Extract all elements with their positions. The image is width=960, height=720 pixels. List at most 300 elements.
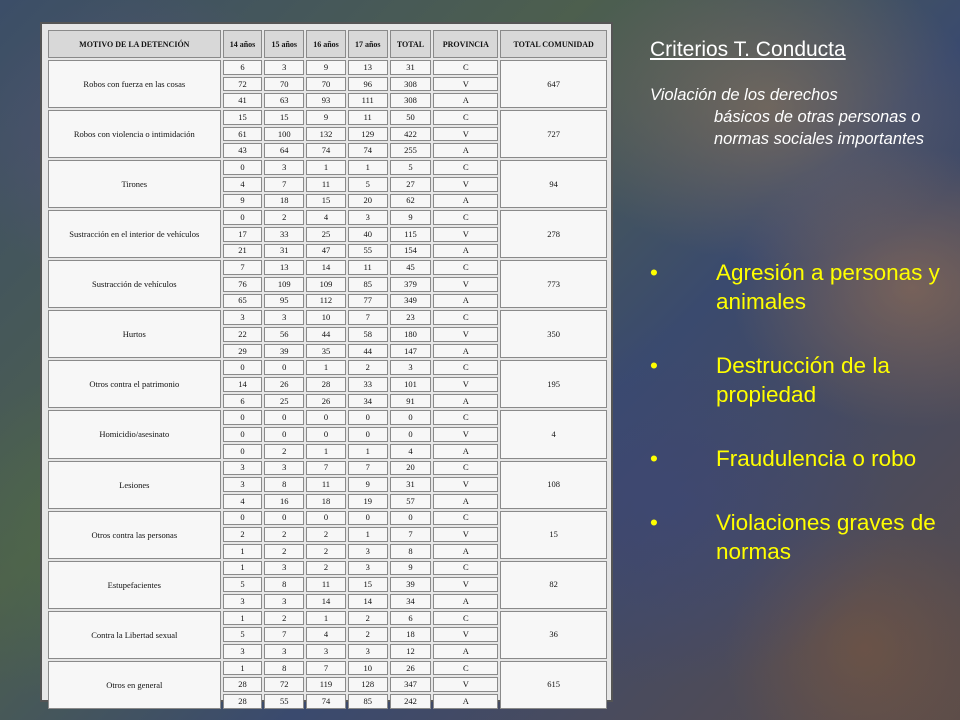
total-comunidad-cell: 615: [500, 661, 607, 709]
provincia-cell: V: [433, 177, 498, 192]
age-15-cell: 2: [264, 544, 304, 559]
criteria-item: [650, 444, 955, 473]
age-17-cell: 96: [348, 77, 388, 92]
provincia-cell: V: [433, 477, 498, 492]
age-17-cell: 7: [348, 461, 388, 476]
total-cell: 27: [390, 177, 432, 192]
age-14-cell: 0: [223, 444, 263, 459]
age-17-cell: 3: [348, 544, 388, 559]
age-16-cell: 74: [306, 694, 346, 709]
age-17-cell: 0: [348, 511, 388, 526]
age-15-cell: 8: [264, 477, 304, 492]
provincia-cell: C: [433, 310, 498, 325]
age-16-cell: 15: [306, 194, 346, 209]
motivo-cell: Robos con fuerza en las cosas: [48, 60, 221, 108]
provincia-cell: C: [433, 511, 498, 526]
age-17-cell: 13: [348, 60, 388, 75]
total-cell: 18: [390, 627, 432, 642]
total-cell: 379: [390, 277, 432, 292]
total-cell: 9: [390, 210, 432, 225]
age-17-cell: 15: [348, 577, 388, 592]
age-14-cell: 5: [223, 577, 263, 592]
age-15-cell: 13: [264, 260, 304, 275]
age-16-cell: 35: [306, 344, 346, 359]
criteria-text: Violaciones graves de normas: [716, 510, 936, 564]
age-15-cell: 25: [264, 394, 304, 409]
age-14-cell: 43: [223, 143, 263, 158]
provincia-cell: V: [433, 127, 498, 142]
age-16-cell: 11: [306, 577, 346, 592]
provincia-cell: V: [433, 577, 498, 592]
total-comunidad-cell: 4: [500, 410, 607, 458]
age-14-cell: 15: [223, 110, 263, 125]
provincia-cell: C: [433, 611, 498, 626]
provincia-cell: A: [433, 494, 498, 509]
total-comunidad-cell: 727: [500, 110, 607, 158]
age-15-cell: 3: [264, 60, 304, 75]
age-16-cell: 2: [306, 544, 346, 559]
header-provincia: PROVINCIA: [433, 30, 498, 58]
age-16-cell: 132: [306, 127, 346, 142]
age-14-cell: 0: [223, 427, 263, 442]
header-16: 16 años: [306, 30, 346, 58]
table-row: [48, 661, 607, 676]
age-17-cell: 20: [348, 194, 388, 209]
total-cell: 0: [390, 410, 432, 425]
total-cell: 62: [390, 194, 432, 209]
provincia-cell: C: [433, 210, 498, 225]
age-15-cell: 15: [264, 110, 304, 125]
age-17-cell: 9: [348, 477, 388, 492]
age-16-cell: 18: [306, 494, 346, 509]
age-15-cell: 0: [264, 427, 304, 442]
age-17-cell: 33: [348, 377, 388, 392]
age-16-cell: 1: [306, 360, 346, 375]
age-15-cell: 3: [264, 561, 304, 576]
provincia-cell: C: [433, 60, 498, 75]
table-row: [48, 360, 607, 375]
age-15-cell: 2: [264, 611, 304, 626]
total-cell: 0: [390, 427, 432, 442]
age-14-cell: 72: [223, 77, 263, 92]
header-total-comunidad: TOTAL COMUNIDAD: [500, 30, 607, 58]
criteria-text: Agresión a personas y animales: [716, 260, 940, 314]
age-14-cell: 6: [223, 394, 263, 409]
age-16-cell: 9: [306, 60, 346, 75]
motivo-cell: Contra la Libertad sexual: [48, 611, 221, 659]
age-17-cell: 3: [348, 561, 388, 576]
age-16-cell: 11: [306, 177, 346, 192]
total-cell: 12: [390, 644, 432, 659]
age-17-cell: 0: [348, 410, 388, 425]
total-cell: 180: [390, 327, 432, 342]
header-motivo: MOTIVO DE LA DETENCIÓN: [48, 30, 221, 58]
age-15-cell: 95: [264, 294, 304, 309]
provincia-cell: V: [433, 327, 498, 342]
age-14-cell: 17: [223, 227, 263, 242]
age-14-cell: 41: [223, 93, 263, 108]
total-cell: 308: [390, 93, 432, 108]
age-16-cell: 7: [306, 461, 346, 476]
table-row: [48, 611, 607, 626]
age-14-cell: 29: [223, 344, 263, 359]
header-17: 17 años: [348, 30, 388, 58]
provincia-cell: A: [433, 194, 498, 209]
total-cell: 91: [390, 394, 432, 409]
header-14: 14 años: [223, 30, 263, 58]
total-cell: 347: [390, 677, 432, 692]
provincia-cell: C: [433, 260, 498, 275]
total-cell: 422: [390, 127, 432, 142]
age-14-cell: 7: [223, 260, 263, 275]
provincia-cell: A: [433, 294, 498, 309]
age-16-cell: 4: [306, 627, 346, 642]
age-17-cell: 85: [348, 277, 388, 292]
age-16-cell: 25: [306, 227, 346, 242]
table-row: [48, 260, 607, 275]
total-cell: 50: [390, 110, 432, 125]
age-14-cell: 3: [223, 594, 263, 609]
total-cell: 0: [390, 511, 432, 526]
provincia-cell: V: [433, 277, 498, 292]
age-15-cell: 55: [264, 694, 304, 709]
age-16-cell: 0: [306, 511, 346, 526]
total-cell: 31: [390, 60, 432, 75]
age-17-cell: 7: [348, 310, 388, 325]
age-16-cell: 2: [306, 561, 346, 576]
age-14-cell: 1: [223, 661, 263, 676]
age-17-cell: 85: [348, 694, 388, 709]
total-comunidad-cell: 36: [500, 611, 607, 659]
age-14-cell: 3: [223, 477, 263, 492]
total-cell: 39: [390, 577, 432, 592]
age-15-cell: 8: [264, 577, 304, 592]
crime-table: [46, 28, 609, 711]
age-15-cell: 0: [264, 410, 304, 425]
total-cell: 57: [390, 494, 432, 509]
age-14-cell: 6: [223, 60, 263, 75]
age-17-cell: 5: [348, 177, 388, 192]
age-15-cell: 33: [264, 227, 304, 242]
age-15-cell: 63: [264, 93, 304, 108]
total-cell: 9: [390, 561, 432, 576]
age-15-cell: 26: [264, 377, 304, 392]
total-cell: 20: [390, 461, 432, 476]
provincia-cell: C: [433, 410, 498, 425]
age-17-cell: 77: [348, 294, 388, 309]
age-17-cell: 14: [348, 594, 388, 609]
age-17-cell: 1: [348, 527, 388, 542]
age-17-cell: 44: [348, 344, 388, 359]
age-16-cell: 44: [306, 327, 346, 342]
age-14-cell: 14: [223, 377, 263, 392]
age-14-cell: 1: [223, 544, 263, 559]
total-cell: 6: [390, 611, 432, 626]
table-row: [48, 461, 607, 476]
age-17-cell: 3: [348, 210, 388, 225]
total-comunidad-cell: 350: [500, 310, 607, 358]
age-14-cell: 5: [223, 627, 263, 642]
age-17-cell: 58: [348, 327, 388, 342]
provincia-cell: C: [433, 110, 498, 125]
total-comunidad-cell: 94: [500, 160, 607, 208]
age-15-cell: 18: [264, 194, 304, 209]
criteria-text: Fraudulencia o robo: [716, 446, 917, 471]
age-15-cell: 3: [264, 461, 304, 476]
motivo-cell: Tirones: [48, 160, 221, 208]
table-row: [48, 410, 607, 425]
motivo-cell: Robos con violencia o intimidación: [48, 110, 221, 158]
age-15-cell: 56: [264, 327, 304, 342]
age-16-cell: 1: [306, 160, 346, 175]
age-16-cell: 1: [306, 444, 346, 459]
total-comunidad-cell: 647: [500, 60, 607, 108]
total-cell: 8: [390, 544, 432, 559]
total-cell: 308: [390, 77, 432, 92]
provincia-cell: A: [433, 244, 498, 259]
age-16-cell: 74: [306, 143, 346, 158]
motivo-cell: Hurtos: [48, 310, 221, 358]
age-17-cell: 55: [348, 244, 388, 259]
total-cell: 5: [390, 160, 432, 175]
table-row: [48, 561, 607, 576]
age-14-cell: 2: [223, 527, 263, 542]
age-17-cell: 128: [348, 677, 388, 692]
table-row: [48, 310, 607, 325]
provincia-cell: V: [433, 377, 498, 392]
age-16-cell: 112: [306, 294, 346, 309]
age-14-cell: 3: [223, 461, 263, 476]
age-14-cell: 3: [223, 310, 263, 325]
provincia-cell: A: [433, 544, 498, 559]
total-cell: 242: [390, 694, 432, 709]
age-16-cell: 28: [306, 377, 346, 392]
age-14-cell: 22: [223, 327, 263, 342]
age-15-cell: 2: [264, 527, 304, 542]
crime-table-panel: [40, 22, 613, 706]
age-17-cell: 2: [348, 627, 388, 642]
total-cell: 349: [390, 294, 432, 309]
age-15-cell: 64: [264, 143, 304, 158]
total-cell: 115: [390, 227, 432, 242]
age-15-cell: 3: [264, 594, 304, 609]
provincia-cell: V: [433, 227, 498, 242]
provincia-cell: C: [433, 661, 498, 676]
age-14-cell: 4: [223, 177, 263, 192]
provincia-cell: C: [433, 160, 498, 175]
age-15-cell: 72: [264, 677, 304, 692]
age-17-cell: 40: [348, 227, 388, 242]
age-16-cell: 47: [306, 244, 346, 259]
provincia-cell: A: [433, 344, 498, 359]
age-14-cell: 4: [223, 494, 263, 509]
subtitle-line-first: Violación de los derechos: [650, 86, 838, 104]
age-17-cell: 2: [348, 360, 388, 375]
provincia-cell: V: [433, 527, 498, 542]
age-17-cell: 10: [348, 661, 388, 676]
age-16-cell: 2: [306, 527, 346, 542]
age-17-cell: 1: [348, 444, 388, 459]
bullet-icon: •: [650, 446, 658, 471]
age-16-cell: 14: [306, 260, 346, 275]
header-15: 15 años: [264, 30, 304, 58]
criteria-text: Destrucción de la propiedad: [716, 353, 890, 407]
age-14-cell: 0: [223, 511, 263, 526]
motivo-cell: Otros en general: [48, 661, 221, 709]
total-cell: 4: [390, 444, 432, 459]
table-row: [48, 60, 607, 75]
total-cell: 31: [390, 477, 432, 492]
age-14-cell: 0: [223, 160, 263, 175]
age-15-cell: 8: [264, 661, 304, 676]
age-15-cell: 3: [264, 644, 304, 659]
age-16-cell: 9: [306, 110, 346, 125]
total-cell: 255: [390, 143, 432, 158]
motivo-cell: Otros contra el patrimonio: [48, 360, 221, 408]
age-15-cell: 7: [264, 627, 304, 642]
age-17-cell: 19: [348, 494, 388, 509]
age-14-cell: 1: [223, 611, 263, 626]
bullet-icon: •: [650, 353, 658, 378]
age-16-cell: 7: [306, 661, 346, 676]
age-17-cell: 74: [348, 143, 388, 158]
table-header-row: [48, 30, 607, 58]
total-comunidad-cell: 278: [500, 210, 607, 258]
age-16-cell: 10: [306, 310, 346, 325]
table-row: [48, 511, 607, 526]
provincia-cell: V: [433, 677, 498, 692]
slide-subtitle: [650, 84, 950, 150]
age-17-cell: 0: [348, 427, 388, 442]
total-comunidad-cell: 108: [500, 461, 607, 509]
motivo-cell: Lesiones: [48, 461, 221, 509]
age-17-cell: 2: [348, 611, 388, 626]
criteria-list: [650, 258, 955, 566]
table-body: [48, 60, 607, 709]
age-16-cell: 0: [306, 427, 346, 442]
age-14-cell: 21: [223, 244, 263, 259]
age-15-cell: 0: [264, 360, 304, 375]
age-14-cell: 3: [223, 644, 263, 659]
age-16-cell: 3: [306, 644, 346, 659]
age-14-cell: 0: [223, 210, 263, 225]
age-15-cell: 100: [264, 127, 304, 142]
provincia-cell: A: [433, 143, 498, 158]
motivo-cell: Sustracción en el interior de vehículos: [48, 210, 221, 258]
age-15-cell: 39: [264, 344, 304, 359]
motivo-cell: Homicidio/asesinato: [48, 410, 221, 458]
age-16-cell: 4: [306, 210, 346, 225]
age-16-cell: 70: [306, 77, 346, 92]
age-15-cell: 3: [264, 160, 304, 175]
total-comunidad-cell: 82: [500, 561, 607, 609]
age-15-cell: 3: [264, 310, 304, 325]
age-15-cell: 7: [264, 177, 304, 192]
total-cell: 154: [390, 244, 432, 259]
total-cell: 26: [390, 661, 432, 676]
table-row: [48, 110, 607, 125]
provincia-cell: A: [433, 644, 498, 659]
provincia-cell: V: [433, 77, 498, 92]
bullet-icon: •: [650, 510, 658, 535]
motivo-cell: Sustracción de vehículos: [48, 260, 221, 308]
total-comunidad-cell: 773: [500, 260, 607, 308]
age-14-cell: 76: [223, 277, 263, 292]
age-14-cell: 28: [223, 694, 263, 709]
age-16-cell: 1: [306, 611, 346, 626]
age-16-cell: 26: [306, 394, 346, 409]
provincia-cell: C: [433, 461, 498, 476]
age-14-cell: 0: [223, 410, 263, 425]
age-16-cell: 11: [306, 477, 346, 492]
age-16-cell: 14: [306, 594, 346, 609]
provincia-cell: A: [433, 594, 498, 609]
motivo-cell: Estupefacientes: [48, 561, 221, 609]
motivo-cell: Otros contra las personas: [48, 511, 221, 559]
total-cell: 3: [390, 360, 432, 375]
age-16-cell: 0: [306, 410, 346, 425]
age-14-cell: 1: [223, 561, 263, 576]
total-cell: 23: [390, 310, 432, 325]
age-15-cell: 16: [264, 494, 304, 509]
total-comunidad-cell: 15: [500, 511, 607, 559]
age-16-cell: 93: [306, 93, 346, 108]
provincia-cell: V: [433, 427, 498, 442]
age-15-cell: 2: [264, 210, 304, 225]
slide-title: Criterios T. Conducta: [650, 38, 846, 61]
provincia-cell: A: [433, 444, 498, 459]
age-14-cell: 0: [223, 360, 263, 375]
provincia-cell: A: [433, 93, 498, 108]
criteria-item: [650, 508, 955, 566]
bullet-icon: •: [650, 260, 658, 285]
provincia-cell: C: [433, 360, 498, 375]
age-17-cell: 3: [348, 644, 388, 659]
subtitle-line-rest: básicos de otras personas o normas sociales importantes: [714, 108, 925, 148]
table-row: [48, 210, 607, 225]
total-cell: 147: [390, 344, 432, 359]
age-15-cell: 109: [264, 277, 304, 292]
age-17-cell: 1: [348, 160, 388, 175]
criteria-item: [650, 351, 955, 409]
total-cell: 34: [390, 594, 432, 609]
age-17-cell: 34: [348, 394, 388, 409]
total-cell: 7: [390, 527, 432, 542]
provincia-cell: A: [433, 394, 498, 409]
age-17-cell: 129: [348, 127, 388, 142]
age-17-cell: 11: [348, 260, 388, 275]
age-14-cell: 65: [223, 294, 263, 309]
total-cell: 101: [390, 377, 432, 392]
age-15-cell: 70: [264, 77, 304, 92]
total-comunidad-cell: 195: [500, 360, 607, 408]
criteria-item: [650, 258, 955, 316]
age-15-cell: 2: [264, 444, 304, 459]
age-16-cell: 119: [306, 677, 346, 692]
age-15-cell: 31: [264, 244, 304, 259]
age-14-cell: 61: [223, 127, 263, 142]
age-16-cell: 109: [306, 277, 346, 292]
provincia-cell: A: [433, 694, 498, 709]
header-total: TOTAL: [390, 30, 432, 58]
age-17-cell: 11: [348, 110, 388, 125]
age-14-cell: 9: [223, 194, 263, 209]
age-14-cell: 28: [223, 677, 263, 692]
table-row: [48, 160, 607, 175]
total-cell: 45: [390, 260, 432, 275]
provincia-cell: V: [433, 627, 498, 642]
age-15-cell: 0: [264, 511, 304, 526]
